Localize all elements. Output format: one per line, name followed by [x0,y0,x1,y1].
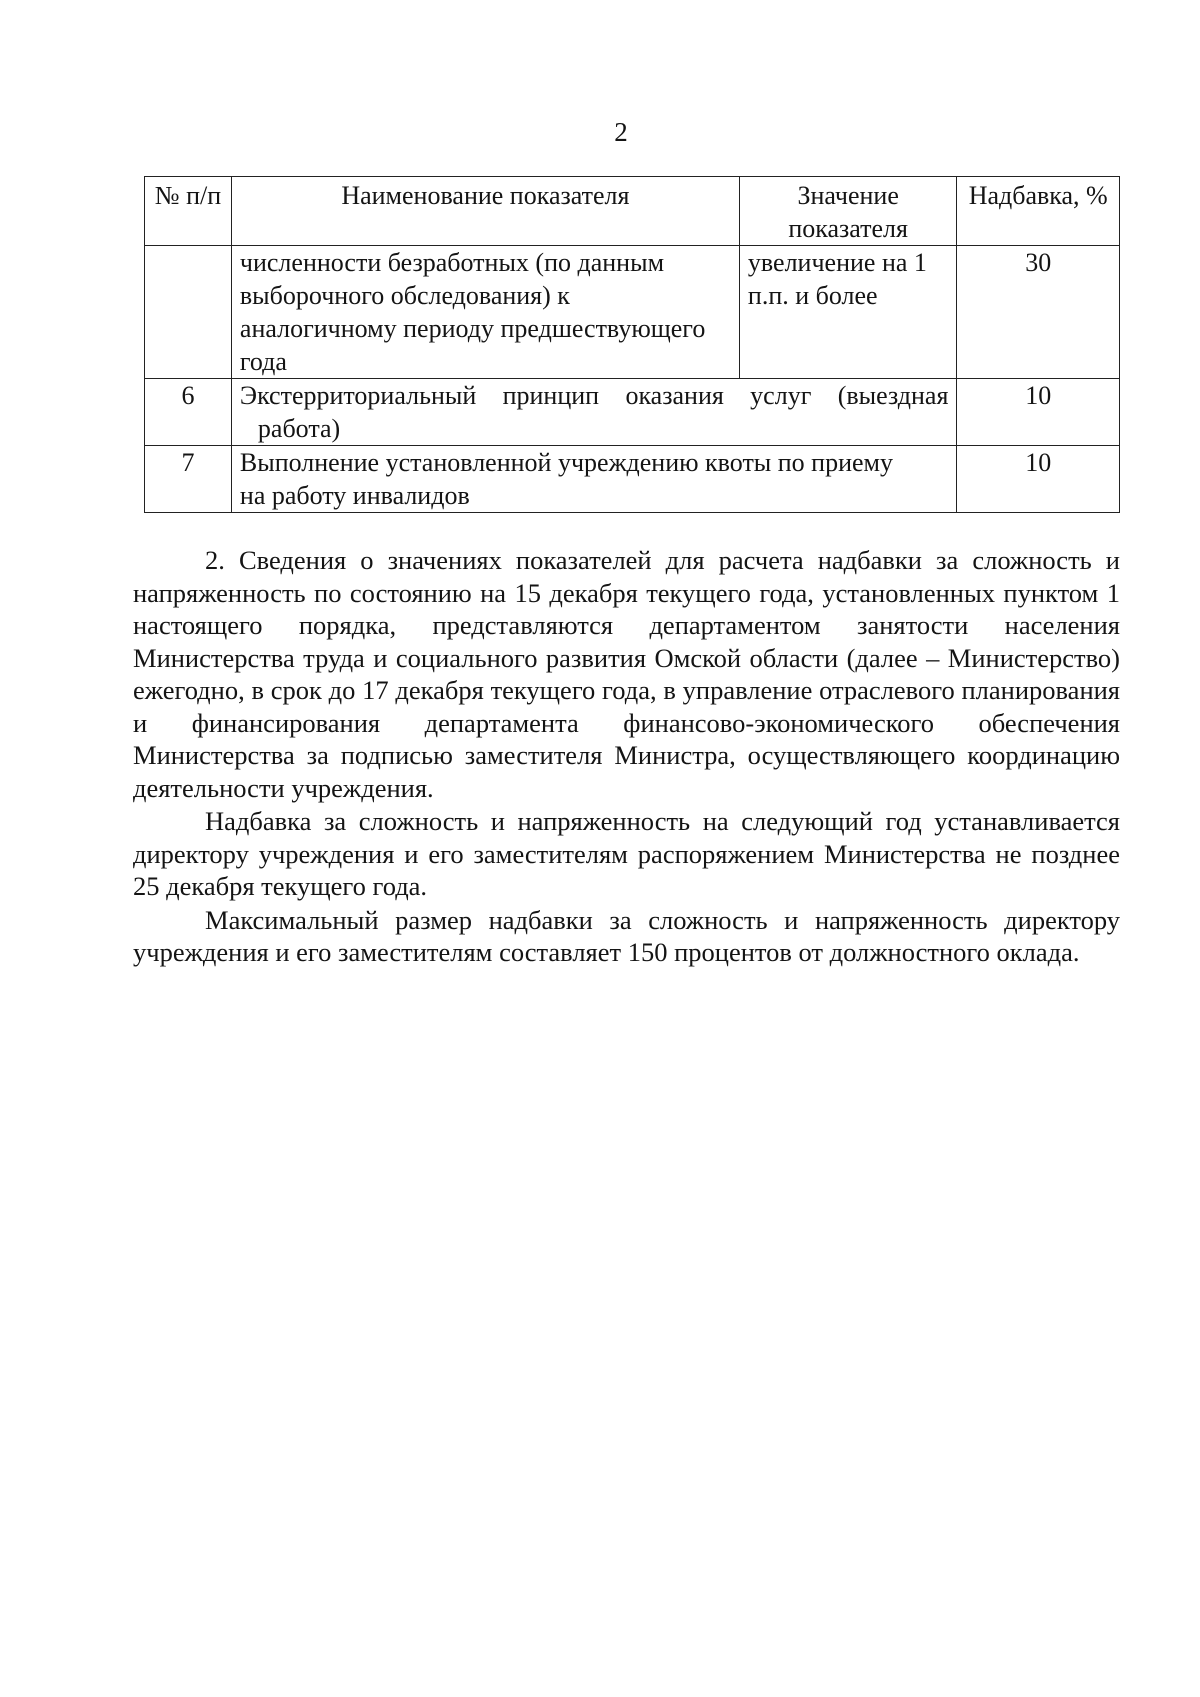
body-text [133,544,1120,969]
indicators-table [144,176,1120,513]
row-bonus: 10 [957,446,1120,513]
row-name: Выполнение установленной учреждению квоты по приему на работу инвалидов [231,446,957,513]
row-num: 6 [145,379,232,446]
row-bonus: 10 [957,379,1120,446]
header-bonus: Надбавка, % [957,177,1120,246]
paragraph: 2. Сведения о значениях показателей для расчета надбавки за сложность и напряженность по состоянию на 15 декабря текущего года, установленных пунктом 1 настоящего порядка, представляются департаментом занятости населения Министерства труда и социального развития Омской области (далее – Министерство) ежегодно, в срок до 17 декабря текущего года, в управление отраслевого планирования и финансирования департамента финансово-экономического обеспечения Министерства за подписью заместителя Министра, осуществляющего координацию деятельности учреждения. [133,545,1120,803]
paragraph: Надбавка за сложность и напряженность на следующий год устанавливается директору учреждения и его заместителям распоряжением Министерства не позднее 25 декабря текущего года. [133,806,1120,901]
row-bonus: 30 [957,246,1120,379]
table-row [145,246,1120,379]
row-name: численности безработных (по данным выборочного обследования) к аналогичному периоду предшествующего года [231,246,739,379]
table-row [145,379,1120,446]
row-value: увеличение на 1 п.п. и более [739,246,957,379]
header-value: Значение показателя [739,177,957,246]
row-name-line: Экстерриториальный принцип оказания услуг (выездная [239,381,949,410]
table-row [145,446,1120,513]
header-num: № п/п [145,177,232,246]
row-num [145,246,232,379]
row-name-line: работа) [257,414,341,443]
row-num: 7 [145,446,232,513]
page-number: 2 [614,117,628,147]
header-name: Наименование показателя [231,177,739,246]
paragraph: Максимальный размер надбавки за сложность и напряженность директору учреждения и его заместителям составляет 150 процентов от должностного оклада. [133,904,1120,967]
row-name [231,379,957,446]
table-header-row [145,177,1120,246]
